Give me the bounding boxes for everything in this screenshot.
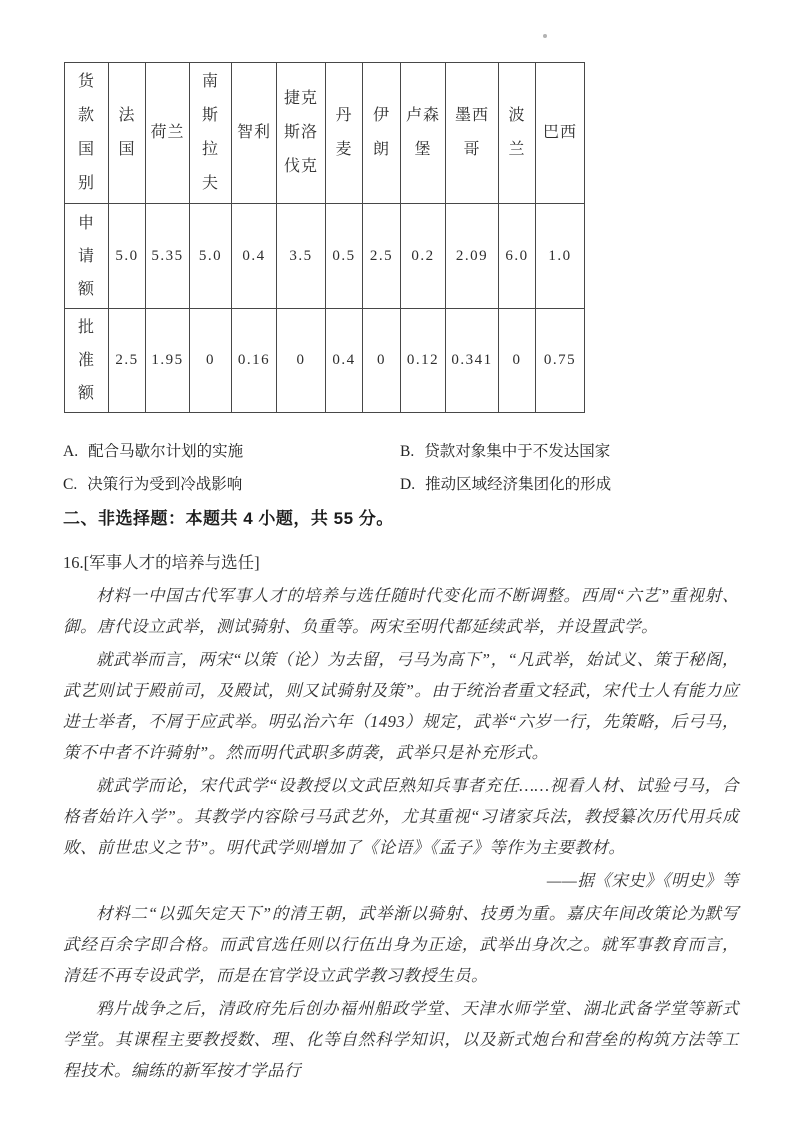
row-label-applied: 申请额 <box>65 204 109 309</box>
amount-cell: 2.09 <box>446 204 499 309</box>
choice-options <box>63 435 739 501</box>
country-header-yugoslavia: 南斯拉夫 <box>190 63 232 204</box>
country-header-poland: 波兰 <box>499 63 536 204</box>
amount-cell: 3.5 <box>277 204 326 309</box>
material-2-paragraph-1: 材料二“以弧矢定天下”的清王朝，武举渐以骑射、技勇为重。嘉庆年间改策论为默写武经百余字即合格。而武官选任则以行伍出身为正途，武举出身次之。就军事教育而言，清廷不再专设武学，而是在官学设立武学教习教授生员。 <box>63 904 739 985</box>
table-corner-header: 货款国别 <box>65 63 109 204</box>
option-row-cd <box>63 468 739 501</box>
option-c-text: 决策行为受到冷战影响 <box>87 476 243 493</box>
amount-cell: 6.0 <box>499 204 536 309</box>
option-d <box>400 468 611 501</box>
amount-cell: 0.4 <box>232 204 277 309</box>
country-header-mexico: 墨西哥 <box>446 63 499 204</box>
amount-cell: 0.4 <box>326 309 363 413</box>
row-label-approved: 批准额 <box>65 309 109 413</box>
amount-cell: 5.35 <box>146 204 190 309</box>
country-header-czechoslovakia: 捷克斯洛伐克 <box>277 63 326 204</box>
country-header-france: 法国 <box>109 63 146 204</box>
amount-cell: 0.12 <box>401 309 446 413</box>
material-1-paragraph-2: 就武举而言，两宋“以策（论）为去留，弓马为高下”，“凡武举，始试义、策于秘阁，武艺则试于殿前司，及殿试，则又试骑射及策”。由于统治者重文轻武，宋代士人有能力应进士举者，不屑于应武举。明弘治六年（1493）规定，武举“六岁一行，先策略，后弓马，策不中者不许骑射”。然而明代武职多荫袭，武举只是补充形式。 <box>63 650 739 762</box>
amount-cell: 0.5 <box>326 204 363 309</box>
material-2-paragraph-2: 鸦片战争之后，清政府先后创办福州船政学堂、天津水师学堂、湖北武备学堂等新式学堂。其课程主要教授数、理、化等自然科学知识，以及新式炮台和营垒的构筑方法等工程技术。编练的新军按才学品行 <box>63 999 739 1080</box>
country-header-brazil: 巴西 <box>536 63 585 204</box>
option-a-text: 配合马歇尔计划的实施 <box>88 443 244 460</box>
amount-cell: 5.0 <box>109 204 146 309</box>
option-d-text: 推动区域经济集团化的形成 <box>425 476 612 493</box>
amount-cell: 2.5 <box>363 204 401 309</box>
question-16 <box>63 547 739 1086</box>
option-c-letter: C. <box>63 476 78 493</box>
option-row-ab <box>63 435 739 468</box>
country-header-netherlands: 荷兰 <box>146 63 190 204</box>
country-header-luxembourg: 卢森堡 <box>401 63 446 204</box>
amount-cell: 5.0 <box>190 204 232 309</box>
country-header-iran: 伊朗 <box>363 63 401 204</box>
amount-cell: 0.75 <box>536 309 585 413</box>
scan-artifact-dot <box>543 34 547 38</box>
table-header-row <box>65 63 585 204</box>
option-b <box>400 435 610 468</box>
material-1-paragraph-3: 就武学而论，宋代武学“设教授以文武臣熟知兵事者充任……视看人材、试验弓马，合格者始许入学”。其教学内容除弓马武艺外，尤其重视“习诸家兵法，教授纂次历代用兵成败、前世忠义之节”。明代武学则增加了《论语》《孟子》等作为主要教材。 <box>63 776 739 857</box>
amount-cell: 1.0 <box>536 204 585 309</box>
option-c <box>63 468 400 501</box>
material-1-paragraph-1: 材料一中国古代军事人才的培养与选任随时代变化而不断调整。西周“六艺”重视射、御。唐代设立武举，测试骑射、负重等。两宋至明代都延续武举，并设置武学。 <box>63 586 739 636</box>
table-row-applied-amount <box>65 204 585 309</box>
table-row-approved-amount <box>65 309 585 413</box>
option-a <box>63 435 400 468</box>
country-header-chile: 智利 <box>232 63 277 204</box>
amount-cell: 2.5 <box>109 309 146 413</box>
amount-cell: 0.341 <box>446 309 499 413</box>
source-attribution: ——据《宋史》《明史》等 <box>546 871 739 890</box>
option-d-letter: D. <box>400 476 416 493</box>
question-16-heading: 16.[军事人才的培养与选任] <box>63 553 260 572</box>
loan-amounts-table <box>64 62 585 413</box>
amount-cell: 0 <box>190 309 232 413</box>
option-b-text: 贷款对象集中于不发达国家 <box>424 443 611 460</box>
amount-cell: 1.95 <box>146 309 190 413</box>
option-a-letter: A. <box>63 443 79 460</box>
amount-cell: 0.16 <box>232 309 277 413</box>
country-header-denmark: 丹麦 <box>326 63 363 204</box>
amount-cell: 0 <box>499 309 536 413</box>
option-b-letter: B. <box>400 443 415 460</box>
amount-cell: 0.2 <box>401 204 446 309</box>
amount-cell: 0 <box>277 309 326 413</box>
section-header: 二、非选择题：本题共 4 小题，共 55 分。 <box>63 509 394 528</box>
amount-cell: 0 <box>363 309 401 413</box>
